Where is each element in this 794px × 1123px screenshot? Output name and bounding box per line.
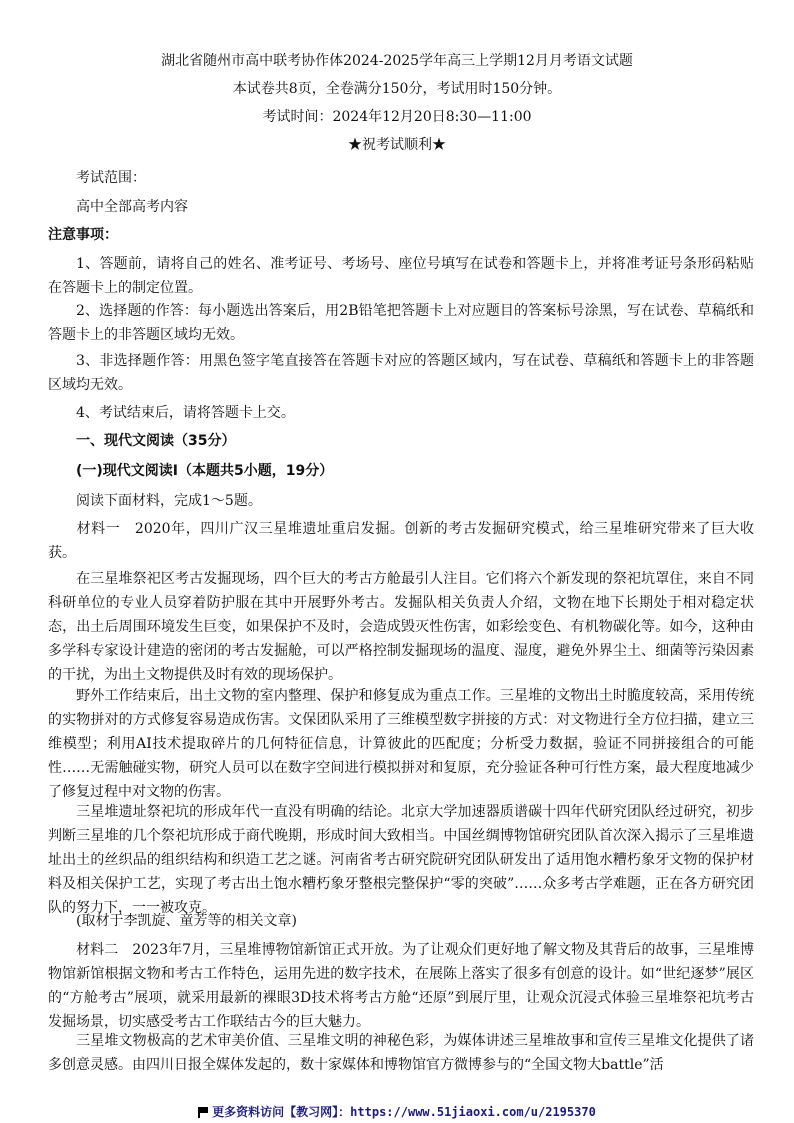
flag-icon: [198, 1107, 208, 1117]
material-2-paragraph: 三星堆文物极高的艺术审美价值、三星堆文明的神秘色彩，为媒体讲述三星堆故事和宣传三星堆文化提供了诸多创意灵感。由四川日报全媒体发起的，数十家媒体和博物馆官方微博参与的“全国文物大battle”活: [48, 1033, 754, 1073]
notice-item: 2、选择题的作答：每小题选出答案后，用2B铅笔把答题卡上对应题目的答案标号涂黑，写在试卷、草稿纸和答题卡上的非答题区域均无效。: [48, 303, 754, 343]
footer-text: 更多资料访问【教习网】：https://www.51jiaoxi.com/u/2195370: [212, 1105, 596, 1119]
section-instruction: 阅读下面材料，完成1～5题。: [76, 493, 262, 509]
notice-item: 3、非选择题作答：用黑色签字笔直接答在答题卡对应的答题区域内，写在试卷、草稿纸和答题卡上的非答题区域均无效。: [48, 353, 754, 393]
section-subtitle: (一)现代文阅读Ⅰ（本题共5小题，19分）: [76, 463, 334, 479]
exam-title: 湖北省随州市高中联考协作体2024-2025学年高三上学期12月月考语文试题: [161, 53, 633, 69]
notice-item: 1、答题前，请将自己的姓名、准考证号、考场号、座位号填写在试卷和答题卡上，并将准考证号条形码粘贴在答题卡上的制定位置。: [48, 256, 754, 296]
material-1-paragraph: 野外工作结束后，出土文物的室内整理、保护和修复成为重点工作。三星堆的文物出土时脆度较高，采用传统的实物拼对的方式修复容易造成伤害。文保团队采用了三维模型数字拼接的方式：对文物进行全方位扫描，建立三维模型；利用AI技术提取碎片的几何特征信息，计算彼此的匹配度；分析受力数据，验证不同拼接组合的可能性……无需触碰实物，研究人员可以在数字空间进行模拟拼对和复原，充分验证各种可行性方案，最大程度地减少了修复过程中对文物的伤害。: [48, 688, 754, 800]
exam-time: 考试时间：2024年12月20日8:30—11:00: [262, 109, 532, 125]
blessing: ★祝考试顺利★: [348, 137, 446, 153]
notice-title: 注意事项：: [48, 227, 118, 243]
footer-link[interactable]: [0, 1104, 794, 1120]
material-1-paragraph: 三星堆遗址祭祀坑的形成年代一直没有明确的结论。北京大学加速器质谱碳十四年代研究团队经过研究，初步判断三星堆的几个祭祀坑形成于商代晚期，形成时间大致相当。中国丝绸博物馆研究团队首次深入揭示了三星堆遗址出土的丝织品的组织结构和织造工艺之谜。河南省考古研究院研究团队研发出了适用饱水糟朽象牙文物的保护材料及相关保护工艺，实现了考古出土饱水糟朽象牙整根完整保护“零的突破”……众多考古学难题，正在各方研究团队的努力下，一一被攻克。: [48, 804, 754, 916]
scope-label: 考试范围：: [76, 170, 146, 186]
material-1-paragraph: 在三星堆祭祀区考古发掘现场，四个巨大的考古方舱最引人注目。它们将六个新发现的祭祀坑罩住，来自不同科研单位的专业人员穿着防护服在其中开展野外考古。发掘队相关负责人介绍，文物在地下长期处于相对稳定状态，出土后周围环境发生巨变，如果保护不及时，会造成毁灭性伤害，如彩绘变色、有机物碳化等。如今，这种由多学科专家设计建造的密闭的考古发掘舱，可以严格控制发掘现场的温度、湿度，避免外界尘土、细菌等污染因素的干扰，为出土文物提供及时有效的现场保护。: [48, 571, 754, 683]
notice-item: 4、考试结束后，请将答题卡上交。: [76, 405, 295, 421]
scope-value: 高中全部高考内容: [76, 199, 188, 215]
section-title: 一、现代文阅读（35分）: [76, 433, 236, 449]
material-1-paragraph: 材料一 2020年，四川广汉三星堆遗址重启发掘。创新的考古发掘研究模式，给三星堆研究带来了巨大收获。: [48, 521, 754, 561]
material-1-source: (取材于李凯旋、童芳等的相关文章): [76, 913, 297, 929]
exam-info: 本试卷共8页，全卷满分150分，考试用时150分钟。: [232, 81, 562, 97]
material-2-paragraph: 材料二 2023年7月，三星堆博物馆新馆正式开放。为了让观众们更好地了解文物及其背后的故事，三星堆博物馆新馆根据文物和考古工作特色，运用先进的数字技术，在展陈上落实了很多有创意的设计。如“世纪逐梦”展区的“方舱考古”展项，就采用最新的裸眼3D技术将考古方舱“还原”到展厅里，让观众沉浸式体验三星堆祭祀坑考古发掘场景，切实感受考古工作联结古今的巨大魅力。: [48, 942, 754, 1030]
